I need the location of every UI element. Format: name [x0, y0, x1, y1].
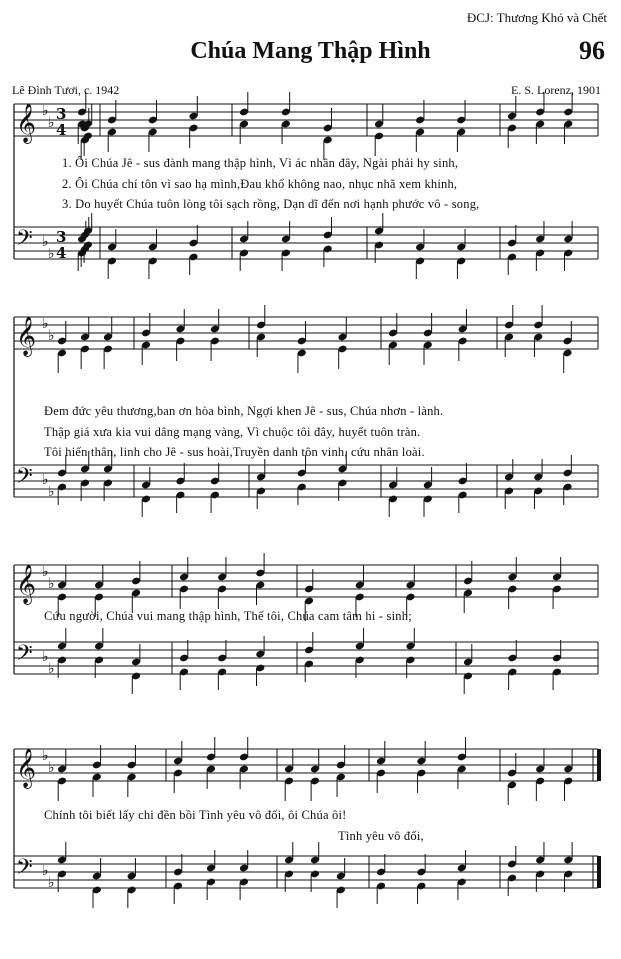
- lyric-refrain-line-2: Chính tôi biết lấy chi đền bồi Tình yêu vô đối, ôi Chúa ôi!: [44, 808, 347, 822]
- treble-clef-icon: 𝄞: [16, 103, 37, 143]
- lyric-verse-1-line-2: Đem đức yêu thương,ban ơn hòa bình, Ngợi khen Jê - sus, Chúa nhơn - lành.: [44, 404, 444, 418]
- flat-icon: ♭: [48, 875, 55, 891]
- flat-icon: ♭: [48, 661, 55, 677]
- flat-icon: ♭: [48, 576, 55, 592]
- flat-icon: ♭: [42, 103, 49, 119]
- lyric-refrain-line-1: Cứu người, Chúa vui mang thập hình, Thế tôi, Chúa cam tâm hi - sinh;: [44, 609, 412, 623]
- flat-icon: ♭: [42, 863, 49, 879]
- treble-clef-icon: 𝄞: [16, 564, 37, 604]
- flat-icon: ♭: [42, 234, 49, 250]
- treble-clef-icon: 𝄞: [16, 748, 37, 788]
- section-label: ĐCJ: Thương Khó và Chết: [466, 10, 607, 25]
- bass-clef-icon: 𝄢: [16, 641, 33, 671]
- flat-icon: ♭: [48, 246, 55, 262]
- time-signature-bottom: 4: [56, 244, 67, 262]
- hymn-title: Chúa Mang Thập Hình: [190, 38, 431, 64]
- final-barline: [597, 856, 601, 888]
- flat-icon: ♭: [42, 748, 49, 764]
- flat-icon: ♭: [48, 328, 55, 344]
- time-signature-top: 3: [56, 105, 67, 123]
- lyric-refrain-line-2-alt: Tình yêu vô đối,: [338, 829, 424, 843]
- lyricist-credit: Lê Đình Tươi, c. 1942: [12, 83, 120, 97]
- treble-clef-icon: 𝄞: [16, 316, 37, 356]
- flat-icon: ♭: [48, 484, 55, 500]
- flat-icon: ♭: [42, 649, 49, 665]
- final-barline: [597, 749, 601, 781]
- lyric-verse-3-line-1: 3. Do huyết Chúa tuôn lòng tôi sạch rồng, Dạn dĩ đến nơi hạnh phước vô - song,: [62, 197, 480, 211]
- hymn-number: 96: [579, 36, 605, 65]
- bass-clef-icon: 𝄢: [16, 855, 33, 885]
- lyric-verse-2-line-2: Thập giá xưa kia vui dâng mạng vàng, Vì chuộc tôi đây, huyết tuôn tràn.: [44, 425, 421, 439]
- flat-icon: ♭: [48, 760, 55, 776]
- lyric-verse-3-line-2: Tôi hiến thân, linh cho Jê - sus hoài,Truyền danh tôn vinh, cứu nhân loài.: [44, 445, 425, 459]
- lyric-verse-2-line-1: 2. Ôi Chúa chí tôn vì sao hạ mình,Đau khổ không nao, nhục nhã xem khinh,: [62, 177, 458, 191]
- flat-icon: ♭: [48, 115, 55, 131]
- bass-clef-icon: 𝄢: [16, 464, 33, 494]
- flat-icon: ♭: [42, 564, 49, 580]
- time-signature-bottom: 4: [56, 121, 67, 139]
- flat-icon: ♭: [42, 316, 49, 332]
- bass-clef-icon: 𝄢: [16, 226, 33, 256]
- lyric-verse-1-line-1: 1. Ôi Chúa Jê - sus đành mang thập hình, Vì ác nhân đây, Ngài phải hy sinh,: [62, 156, 459, 170]
- flat-icon: ♭: [42, 472, 49, 488]
- time-signature-top: 3: [56, 228, 67, 246]
- composer-credit: E. S. Lorenz, 1901: [511, 83, 601, 97]
